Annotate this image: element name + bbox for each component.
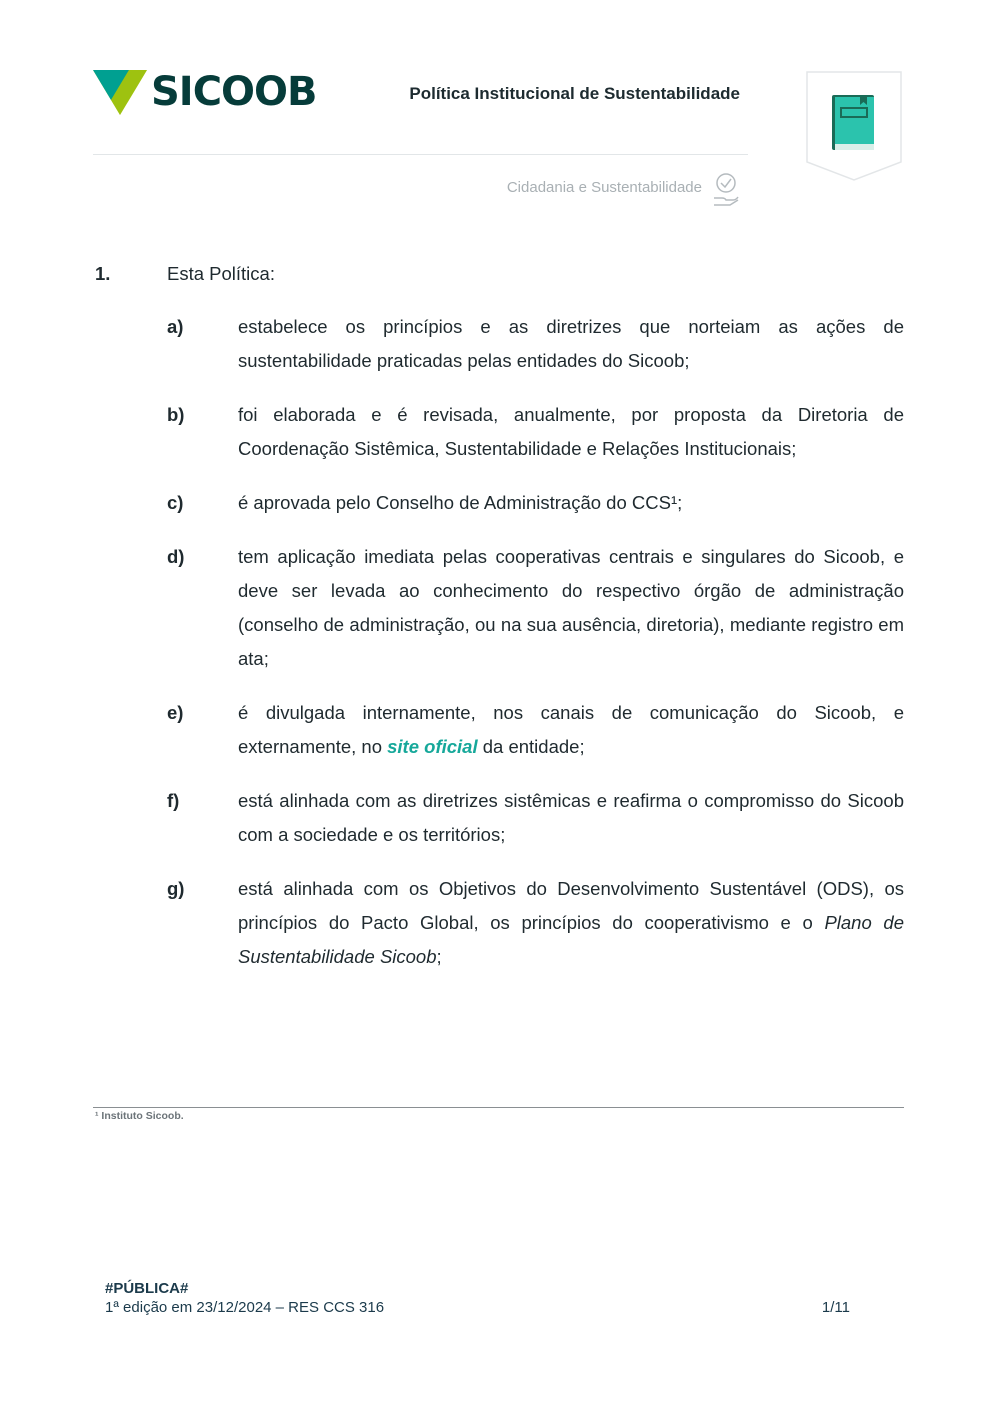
item-letter: c) (167, 492, 184, 513)
list-item (167, 872, 904, 974)
item-text: tem aplicação imediata pelas cooperativas centrais e singulares do Sicoob, e deve ser levada ao conhecimento do respectivo órgão de administração (conselho de administração, ou na sua ausência, diretoria), mediante registro em ata; (238, 546, 904, 669)
item-text: é aprovada pelo Conselho de Administração do CCS¹; (238, 492, 683, 513)
footnote-divider (93, 1107, 904, 1108)
item-letter: a) (167, 316, 184, 337)
classification-label: #PÚBLICA# (105, 1280, 189, 1297)
item-text-before: é divulgada internamente, nos canais de comunicação do Sicoob, e externamente, no (238, 702, 904, 757)
book-icon (805, 70, 903, 182)
item-text: foi elaborada e é revisada, anualmente, por proposta da Diretoria de Coordenação Sistêmica, Sustentabilidade e Relações Institucionais; (238, 404, 904, 459)
list-item (167, 540, 904, 676)
item-text-after: da entidade; (477, 736, 585, 757)
sicoob-logo (93, 68, 317, 116)
item-letter: g) (167, 878, 185, 899)
header-divider (93, 154, 748, 155)
book-badge (805, 70, 903, 182)
list-item (167, 784, 904, 852)
list-item (167, 696, 904, 764)
footnote: ¹ Instituto Sicoob. (95, 1110, 184, 1122)
list-item (167, 486, 904, 520)
item-text-after: ; (436, 946, 442, 967)
section-number: 1. (95, 263, 111, 284)
sicoob-logo-mark-icon (93, 68, 147, 116)
section-text: Esta Política: (167, 263, 275, 284)
plan-title: Plano de Sustentabilidade Sicoob (238, 912, 904, 967)
logo-text: SICOOB (151, 69, 317, 115)
item-text: está alinhada com as diretrizes sistêmicas e reafirma o compromisso do Sicoob com a sociedade e os territórios; (238, 790, 904, 845)
item-text (238, 696, 904, 764)
item-text: estabelece os princípios e as diretrizes que norteiam as ações de sustentabilidade praticadas pelas entidades do Sicoob; (238, 316, 904, 371)
item-letter: b) (167, 404, 185, 425)
document-title: Política Institucional de Sustentabilidade (409, 84, 740, 103)
sustainability-hand-icon (711, 172, 741, 208)
edition-info: 1ª edição em 23/12/2024 – RES CCS 316 (105, 1299, 385, 1316)
item-letter: f) (167, 790, 180, 811)
list-item (167, 310, 904, 378)
page-number: 1/11 (821, 1299, 850, 1316)
item-text-before: está alinhada com os Objetivos do Desenvolvimento Sustentável (ODS), os princípios do Pacto Global, os princípios do cooperativismo e o (238, 878, 904, 933)
category-label: Cidadania e Sustentabilidade (506, 179, 702, 196)
item-text (238, 872, 904, 974)
item-letter: d) (167, 546, 185, 567)
policy-items-list (167, 310, 904, 994)
item-letter: e) (167, 702, 184, 723)
list-item (167, 398, 904, 466)
site-oficial-link[interactable]: site oficial (387, 736, 478, 757)
